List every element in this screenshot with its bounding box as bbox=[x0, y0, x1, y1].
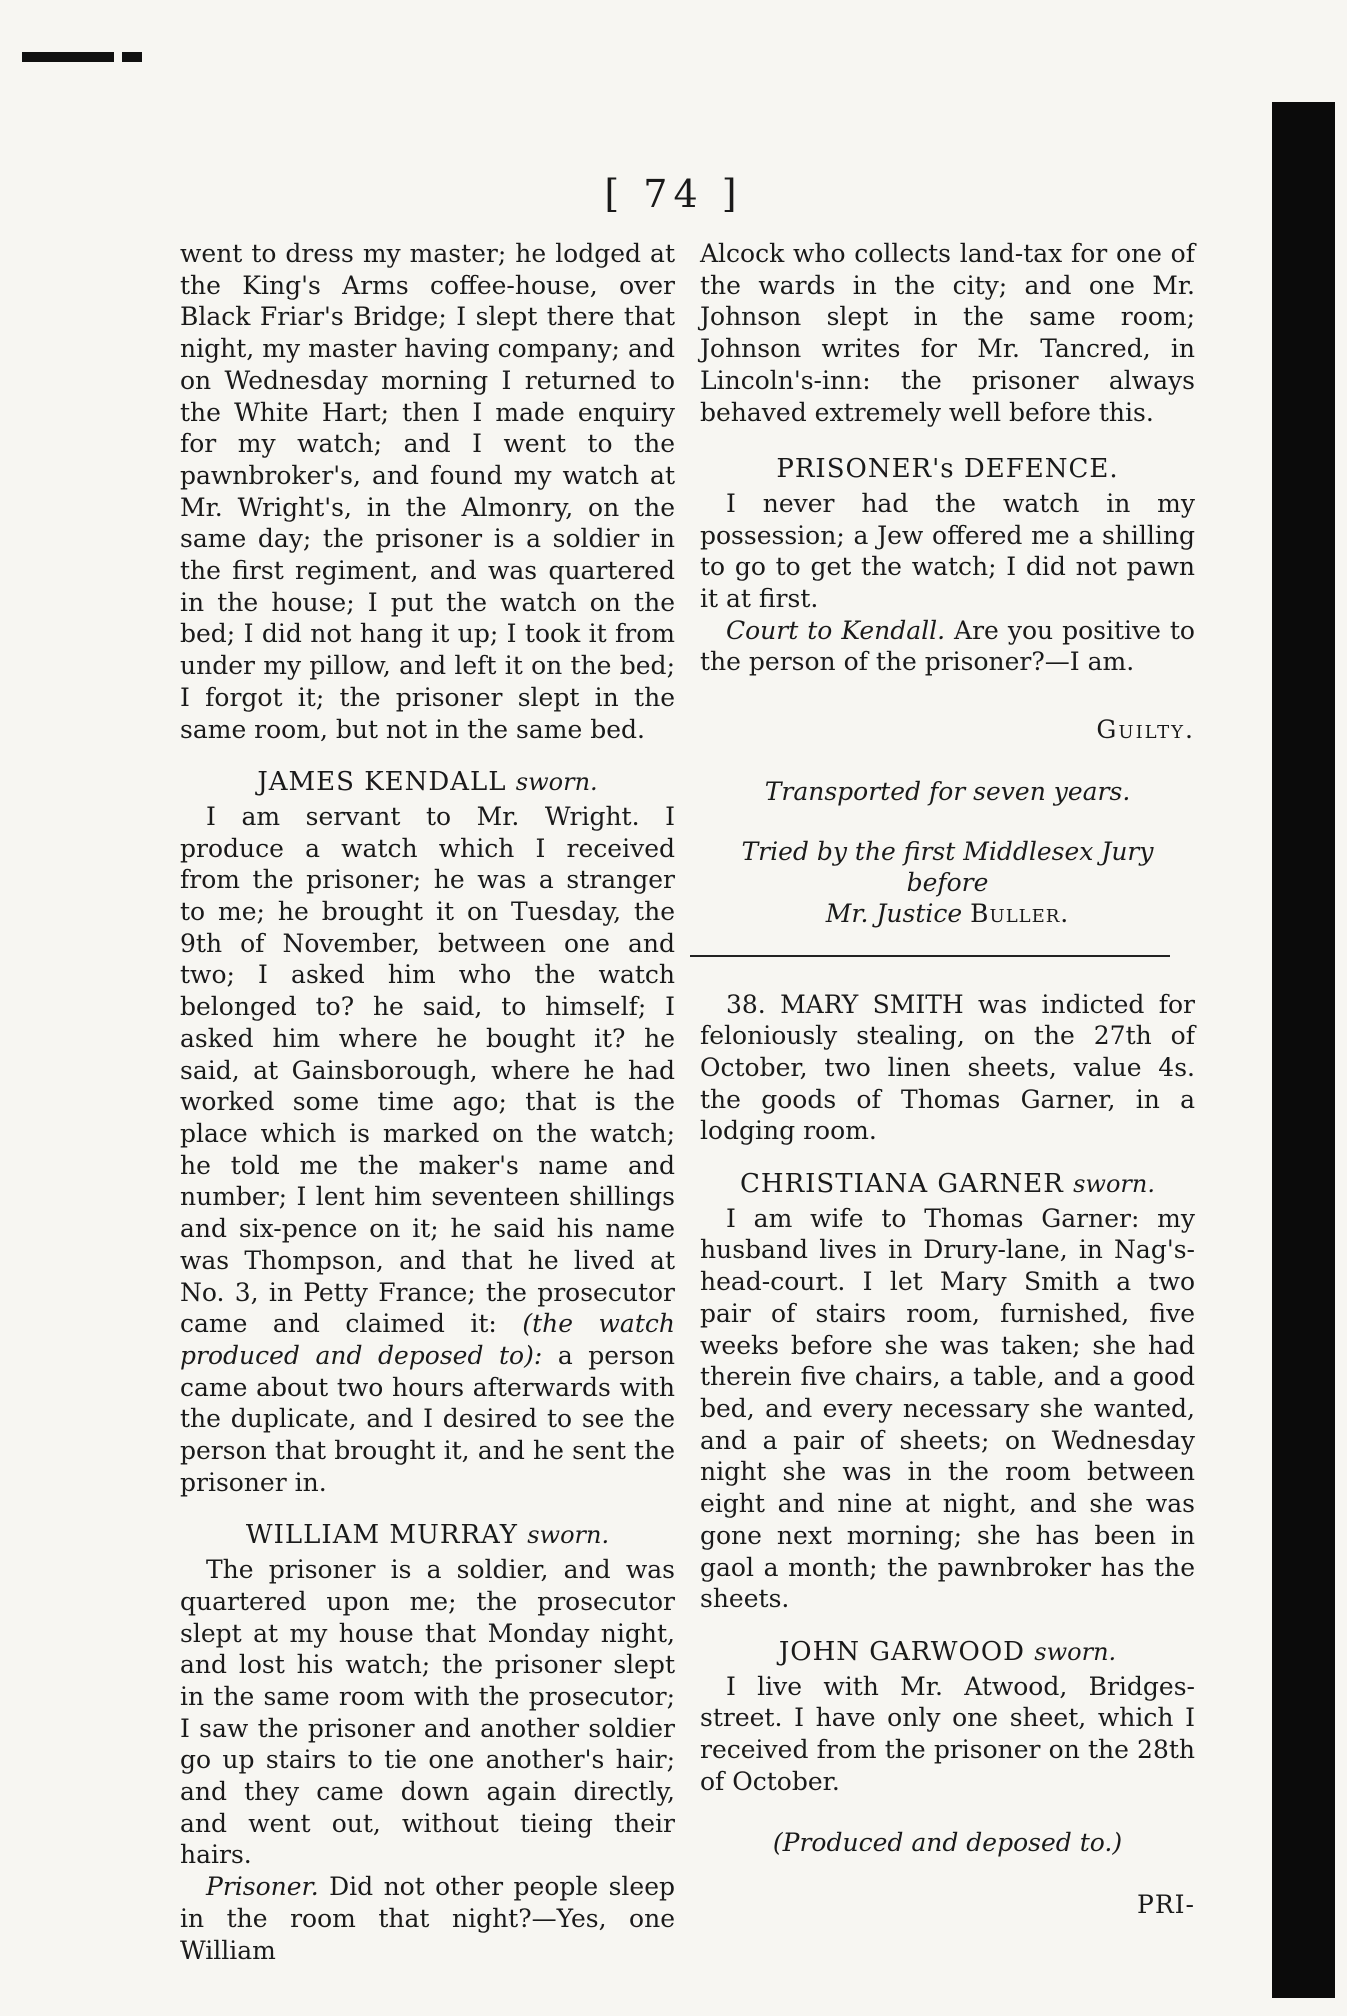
sworn-label: sworn. bbox=[1073, 1170, 1155, 1199]
court-question: Court to Kendall. Are you positive to the person of the prisoner?—I am. bbox=[700, 615, 1195, 677]
testimony-continued: Alcock who collects land-tax for one of the wards in the city; and one Mr. Johnson slept in the same room; Johnson writes for Mr. Tancred, in Lincoln's-inn: the prisoner always behaved extremely well before this. bbox=[700, 239, 1195, 427]
testimony-garner: I am wife to Thomas Garner: my husband lives in Drury-lane, in Nag's-head-court. I let Mary Smith a two pair of stairs room, furnished, five weeks before she was taken; she had therein five chairs, a table, and a good bed, and every necessary she wanted, and a pair of sheets; on Wednesday night she was in the room between eight and nine at night, and she was gone next morning; she has been in gaol a month; the pawnbroker has the sheets. bbox=[700, 1203, 1195, 1614]
catchword: PRI- bbox=[1137, 1890, 1195, 1920]
right-column bbox=[700, 238, 1195, 1921]
witness-heading bbox=[180, 1520, 675, 1552]
defence-heading: PRISONER's DEFENCE. bbox=[776, 454, 1119, 485]
prisoner-question: Prisoner. Did not other people sleep in the room that night?—Yes, one William bbox=[180, 1872, 675, 1965]
testimony-garwood: I live with Mr. Atwood, Bridges-street. I have only one sheet, which I received from the prisoner on the 28th of October. bbox=[700, 1671, 1195, 1796]
evidence-note: (Produced and deposed to.) bbox=[772, 1828, 1123, 1858]
verdict: Guilty. bbox=[1096, 715, 1195, 745]
scan-edge bbox=[1272, 102, 1335, 1998]
left-column bbox=[180, 238, 675, 1966]
witness-name: JOHN GARWOOD bbox=[778, 1636, 1026, 1667]
speaker-label: Court to Kendall. bbox=[726, 615, 946, 645]
sworn-label: sworn. bbox=[527, 1521, 610, 1550]
testimony-murray: The prisoner is a soldier, and was quartered upon me; the prosecutor slept at my house that Monday night, and lost his watch; the prisoner slept in the same room with the prosecutor; I saw the prisoner and another soldier go up stairs to tie one another's hair; and they came down again directly, and went out, without tieing their hairs. bbox=[180, 1555, 675, 1870]
page-number: [ 74 ] bbox=[604, 172, 743, 216]
evidence-note: (the watch produced and deposed to): bbox=[180, 1309, 675, 1370]
witness-name: WILLIAM MURRAY bbox=[245, 1520, 518, 1551]
witness-name: JAMES KENDALL bbox=[257, 767, 507, 798]
section-divider bbox=[690, 955, 1170, 957]
scan-mark bbox=[22, 52, 114, 62]
sentence: Transported for seven years. bbox=[764, 776, 1131, 806]
testimony-continued: went to dress my master; he lodged at the King's Arms coffee-house, over Black Friar's Bridge; I slept there that night, my master having company; and on Wednesday morning I returned to the White Hart; then I made enquiry for my watch; and I went to the pawnbroker's, and found my watch at Mr. Wright's, in the Almonry, on the same day; the prisoner is a soldier in the first regiment, and was quartered in the house; I put the watch on the bed; I did not hang it up; I took it from under my pillow, and left it on the bed; I forgot it; the prisoner slept in the same room, but not in the same bed. bbox=[180, 239, 675, 744]
witness-heading bbox=[700, 1637, 1195, 1669]
judge-name: Buller. bbox=[970, 898, 1070, 928]
defence-text: I never had the watch in my possession; a Jew offered me a shilling to go to get the watch; I did not pawn it at first. bbox=[700, 488, 1195, 614]
witness-heading bbox=[700, 1169, 1195, 1201]
indictment: 38. MARY SMITH was indicted for feloniously stealing, on the 27th of October, two linen sheets, value 4s. the goods of Thomas Garner, in a lodging room. bbox=[700, 989, 1195, 1146]
witness-heading bbox=[180, 767, 675, 799]
witness-name: CHRISTIANA GARNER bbox=[740, 1169, 1064, 1200]
sworn-label: sworn. bbox=[515, 768, 598, 797]
speaker-label: Prisoner. bbox=[206, 1872, 319, 1902]
trial-note: Tried by the first Middlesex Jury before Mr. Justice Buller. bbox=[741, 836, 1154, 928]
sworn-label: sworn. bbox=[1034, 1637, 1117, 1666]
testimony-kendall: I am servant to Mr. Wright. I produce a watch which I received from the prisoner; he was a stranger to me; he brought it on Tuesday, the 9th of November, between one and two; I asked him who the watch belonged to? he said, to himself; I asked him where he bought it? he said, at Gainsborough, where he had worked some time ago; that is the place which is marked on the watch; he told me the maker's name and number; I lent him seventeen shillings and six-pence on it; he said his name was Thompson, and that he lived at No. 3, in Petty France; the prosecutor came and claimed it: (the watch produced and deposed to): a person came about two hours afterwards with the duplicate, and I desired to see the person that brought it, and he sent the prisoner in. bbox=[180, 801, 676, 1497]
